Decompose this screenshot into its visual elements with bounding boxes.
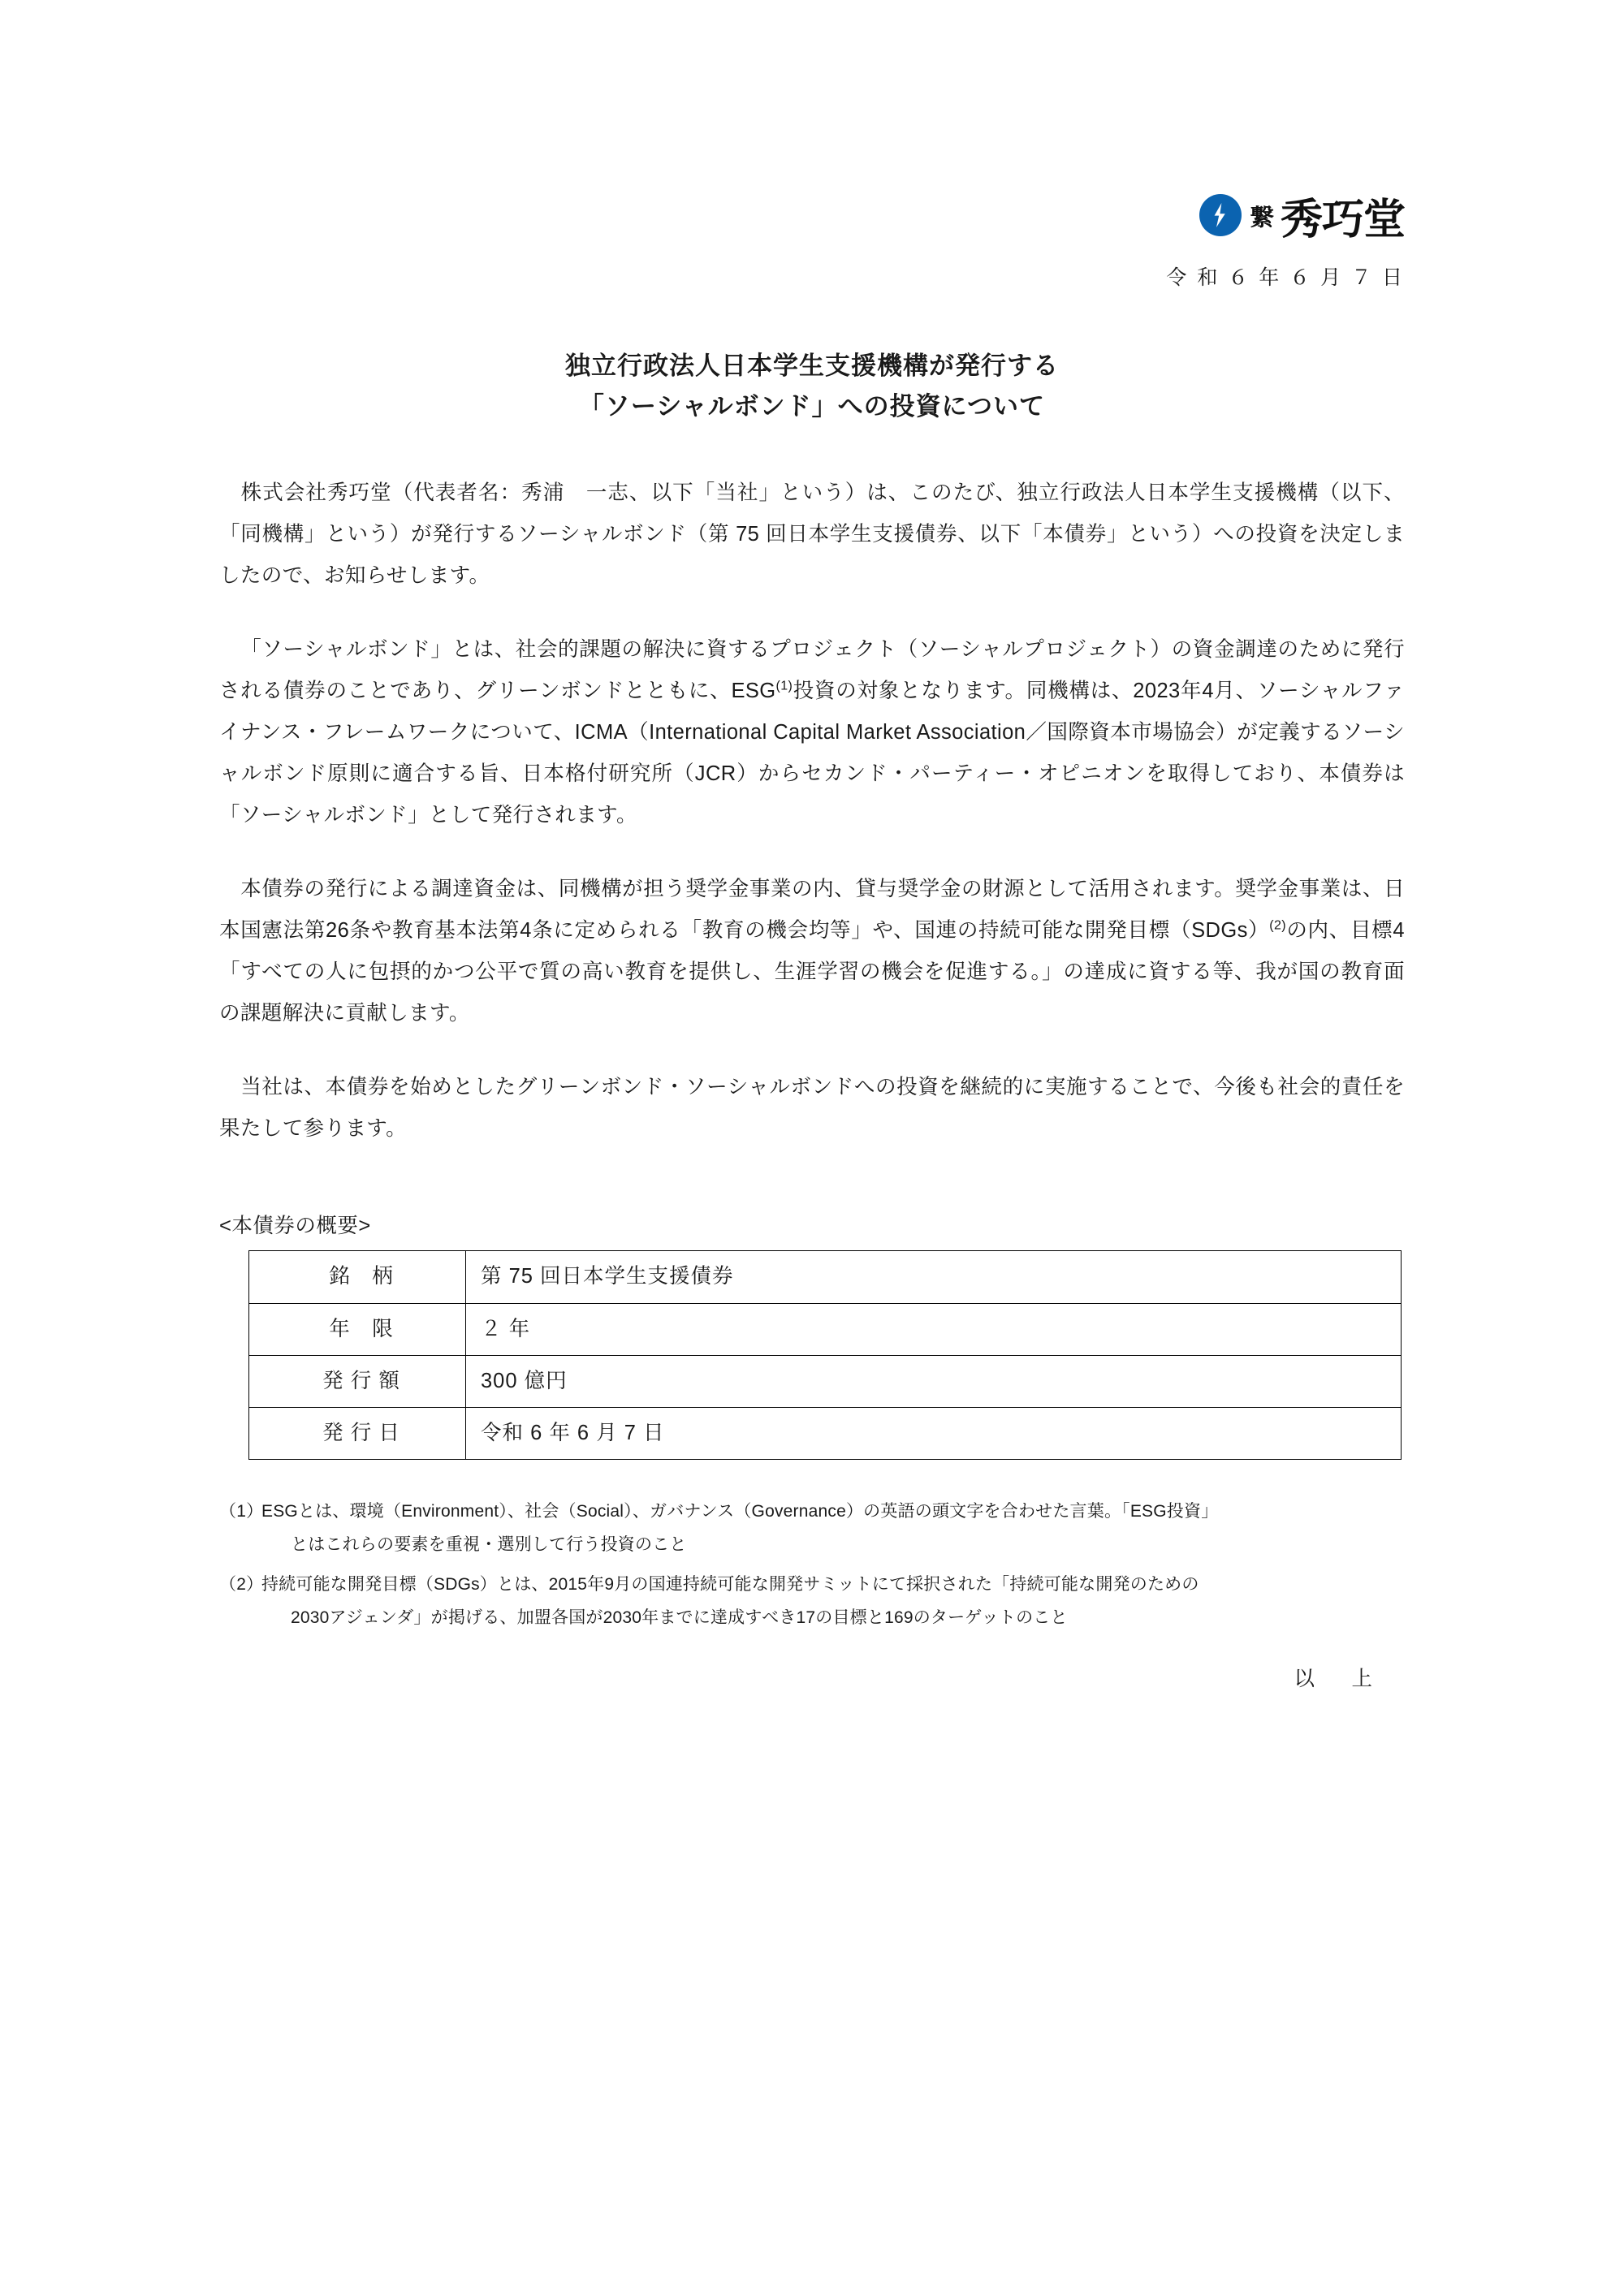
paragraph-3-text-a: 本債券の発行による調達資金は、同機構が担う奨学金事業の内、貸与奨学金の財源として活用されます。奨学金事業は、日本国憲法第26条や教育基本法第4条に定められる「教育の機会均等」や、国連の持続可能な開発目標（SDGs） bbox=[219, 878, 1405, 943]
paragraph-3-text-b: の内、目標4「すべての人に包摂的かつ公平で質の高い教育を提供し、生涯学習の機会を促進する。」の達成に資する等、我が国の教育面の課題解決に貢献します。 bbox=[219, 919, 1405, 1025]
table-cell-value: 第 75 回日本学生支援債券 bbox=[466, 1251, 1402, 1303]
footnotes bbox=[219, 1495, 1405, 1635]
table-cell-key: 発 行 日 bbox=[249, 1407, 466, 1459]
paragraph-3 bbox=[219, 869, 1405, 1034]
paragraph-2-text-b: 投資の対象となります。同機構は、2023年4月、ソーシャルファイナンス・フレームワークについて、ICMA（International Capital Market Association／国際資本市場協会）が定義するソーシャルボンド原則に適合する旨、日本格付研究所（JCR）からセカンド・パーティー・オピニオンを取得しており、本債券は「ソーシャルボンド」として発行されます。 bbox=[219, 680, 1405, 827]
footnote-1-line-2: とはこれらの要素を重視・選別して行う投資のこと bbox=[291, 1534, 687, 1554]
table-cell-key: 銘 柄 bbox=[249, 1251, 466, 1303]
closing-mark: 以 上 bbox=[1294, 1667, 1380, 1690]
logo-small-text: 繋 bbox=[1249, 204, 1272, 231]
table-row bbox=[249, 1251, 1402, 1303]
page-title bbox=[219, 346, 1405, 427]
footnote-1-line-1: ESGとは、環境（Environment）、社会（Social）、ガバナンス（Governance）の英語の頭文字を合わせた言葉。「ESG投資」 bbox=[261, 1502, 1219, 1521]
document-date: 令 和 ６ 年 ６ 月 ７ 日 bbox=[1166, 266, 1405, 289]
logo-group bbox=[1199, 185, 1405, 246]
table-cell-value: ２ 年 bbox=[466, 1303, 1402, 1355]
paragraph-2 bbox=[219, 629, 1405, 836]
paragraph-4-text: 当社は、本債券を始めとしたグリーンボンド・ソーシャルボンドへの投資を継続的に実施することで、今後も社会的責任を果たして参ります。 bbox=[219, 1076, 1405, 1141]
lightning-circle-icon bbox=[1199, 194, 1242, 236]
footnote-ref-1: (1) bbox=[775, 679, 793, 693]
title-line-2: 「ソーシャルボンド」への投資について bbox=[578, 392, 1046, 421]
footnote-1-number: （1） bbox=[219, 1502, 264, 1521]
table-cell-key: 発 行 額 bbox=[249, 1355, 466, 1407]
footnote-ref-2: (2) bbox=[1269, 918, 1287, 933]
title-line-1: 独立行政法人日本学生支援機構が発行する bbox=[565, 352, 1059, 380]
paragraph-1-text: 株式会社秀巧堂（代表者名：秀浦 一志、以下「当社」という）は、このたび、独立行政法人日本学生支援機構（以下、「同機構」という）が発行するソーシャルボンド（第 75 回日本学生支援債券、以下「本債券」という）への投資を決定しましたので、お知らせします。 bbox=[219, 481, 1405, 588]
table-cell-value: 300 億円 bbox=[466, 1355, 1402, 1407]
bond-summary-table bbox=[248, 1250, 1402, 1460]
table-caption: <本債券の概要> bbox=[219, 1215, 371, 1238]
document-content bbox=[219, 187, 1405, 1692]
footnote-2-line-1: 持続可能な開発目標（SDGs）とは、2015年9月の国連持続可能な開発サミットにて採択された「持続可能な開発のための bbox=[261, 1574, 1199, 1594]
logo-company-name: 秀巧堂 bbox=[1280, 194, 1405, 244]
footnote-2-number: （2） bbox=[219, 1574, 264, 1594]
table-row bbox=[249, 1355, 1402, 1407]
table-row bbox=[249, 1303, 1402, 1355]
paragraph-1 bbox=[219, 473, 1405, 597]
company-logo bbox=[219, 187, 1405, 244]
paragraph-2-text-a: 「ソーシャルボンド」とは、社会的課題の解決に資するプロジェクト（ソーシャルプロジェクト）の資金調達のために発行される債券のことであり、グリーンボンドとともに、ESG bbox=[219, 638, 1405, 703]
footnote-2-line-2: 2030アジェンダ」が掲げる、加盟各国が2030年までに達成すべき17の目標と169のターゲットのこと bbox=[291, 1608, 1068, 1627]
table-row bbox=[249, 1407, 1402, 1459]
footnote-2-body bbox=[261, 1569, 1405, 1635]
paragraph-4 bbox=[219, 1067, 1405, 1150]
footnote-2 bbox=[219, 1569, 1405, 1635]
table-cell-value: 令和 6 年 6 月 7 日 bbox=[466, 1407, 1402, 1459]
table-cell-key: 年 限 bbox=[249, 1303, 466, 1355]
footnote-1-body bbox=[261, 1495, 1405, 1562]
footnote-1 bbox=[219, 1495, 1405, 1562]
